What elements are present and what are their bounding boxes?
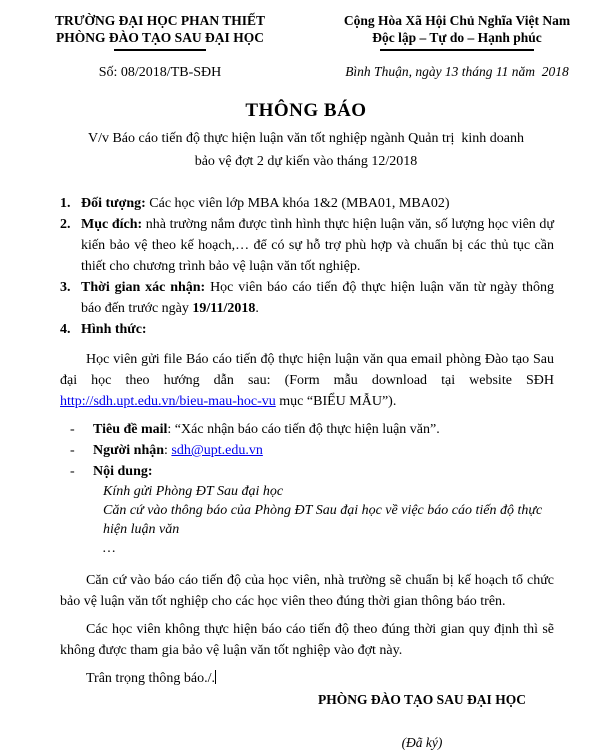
bullet-recipient: [70, 441, 554, 461]
deadline-date: 19/11/2018: [192, 301, 256, 316]
bullet-label: Người nhận: [93, 443, 165, 458]
national-motto-block: [332, 12, 582, 81]
closing-paragraph-1: Căn cứ vào báo cáo tiến độ của học viên, nhà trường sẽ chuẩn bị kế hoạch tổ chức bảo vệ luận văn tốt nghiệp cho các học viên theo đúng thời gian thông báo trên.: [60, 573, 554, 609]
item-label: Hình thức:: [81, 322, 147, 337]
closing-paragraph-2: Các học viên không thực hiện báo cáo tiến độ theo đúng thời gian quy định thì sẽ không được tham gia bảo vệ luận văn tốt nghiệp vào đợt này.: [60, 622, 554, 658]
document-number: Số: 08/2018/TB-SĐH: [98, 65, 222, 80]
department-name: PHÒNG ĐÀO TẠO SAU ĐẠI HỌC: [56, 30, 264, 45]
bullet-value: : “Xác nhận báo cáo tiến độ thực hiện luận văn”.: [167, 422, 440, 437]
org-underline: [114, 49, 206, 51]
country-name: Cộng Hòa Xã Hội Chủ Nghĩa Việt Nam: [343, 13, 571, 28]
numbered-list: [60, 193, 554, 340]
list-item-thoi-gian: [60, 277, 554, 319]
template-ellipsis: …: [103, 541, 116, 556]
signature-block: [282, 692, 562, 751]
forms-website-link[interactable]: http://sdh.upt.edu.vn/bieu-mau-hoc-vu: [60, 394, 276, 409]
bullet-text: [93, 420, 554, 440]
place-and-date: Bình Thuận, ngày 13 tháng 11 năm 2018: [345, 64, 569, 79]
document-body: [0, 193, 612, 689]
list-item-muc-dich: [60, 214, 554, 277]
closing-salutation: [60, 668, 554, 689]
motto-underline: [380, 49, 534, 51]
item-text: [81, 277, 554, 319]
item-text: [81, 319, 554, 340]
item-number: 4.: [60, 322, 71, 337]
item-value: Học viên báo cáo tiến độ thực hiện luận văn từ ngày thông báo đến trước ngày: [81, 280, 554, 316]
bullet-text: [93, 462, 554, 482]
page-title: THÔNG BÁO: [245, 100, 367, 121]
bullet-label: Nội dung:: [93, 464, 153, 479]
item-label: Thời gian xác nhận:: [81, 280, 206, 295]
signed-annotation: (Đã ký): [401, 735, 443, 750]
salutation-text: Trân trọng thông báo./.: [86, 671, 215, 686]
list-item-doi-tuong: [60, 193, 554, 214]
bullet-content: [70, 462, 554, 482]
item-value: Các học viên lớp MBA khóa 1&2 (MBA01, MBA02): [145, 196, 450, 211]
item-value: nhà trường nắm được tình hình thực hiện luận văn, số lượng học viên dự kiến bảo vệ theo kế hoạch,… để có sự hỗ trợ phù hợp và chuẩn bị các thủ tục cần thiết cho chương trình bảo vệ luận văn tốt nghiệp.: [81, 217, 554, 274]
university-name: TRƯỜNG ĐẠI HỌC PHAN THIẾT: [54, 13, 266, 28]
item-number: 3.: [60, 280, 71, 295]
dash-bullet: -: [70, 422, 75, 437]
bullet-value: :: [164, 443, 172, 458]
issuing-org-block: [36, 12, 284, 81]
text-cursor: [215, 670, 216, 684]
national-motto: Độc lập – Tự do – Hạnh phúc: [372, 30, 542, 45]
email-instructions-list: [70, 420, 554, 558]
instruction-text-before: Học viên gửi file Báo cáo tiến độ thực hiện luận văn qua email phòng Đào tạo Sau đại học theo hướng dẫn sau: (Form mẫu download tại website SĐH: [60, 352, 554, 388]
document-header: [0, 0, 612, 81]
item-text: [81, 214, 554, 277]
item-number: 1.: [60, 196, 71, 211]
dash-bullet: -: [70, 464, 75, 479]
item-label: Mục đích:: [81, 217, 143, 232]
item-number: 2.: [60, 217, 71, 232]
bullet-text: [93, 441, 554, 461]
bullet-label: Tiêu đề mail: [93, 422, 168, 437]
signing-department: PHÒNG ĐÀO TẠO SAU ĐẠI HỌC: [318, 692, 526, 707]
email-body-template: [103, 482, 554, 558]
instruction-paragraph: [60, 349, 554, 412]
subtitle-line-2: bảo vệ đợt 2 dự kiến vào tháng 12/2018: [194, 154, 418, 169]
list-item-hinh-thuc: [60, 319, 554, 340]
recipient-email-link[interactable]: sdh@upt.edu.vn: [171, 443, 263, 458]
item-value-after: .: [255, 301, 259, 316]
template-reference: Căn cứ vào thông báo của Phòng ĐT Sau đại học về việc báo cáo tiến độ thực hiện luận văn: [103, 503, 543, 537]
item-label: Đối tượng:: [81, 196, 146, 211]
dash-bullet: -: [70, 443, 75, 458]
bullet-mail-subject: [70, 420, 554, 440]
template-greeting: Kính gửi Phòng ĐT Sau đại học: [103, 484, 284, 499]
item-text: [81, 193, 554, 214]
subtitle: [0, 127, 612, 173]
subtitle-line-1: V/v Báo cáo tiến độ thực hiện luận văn tốt nghiệp ngành Quản trị kinh doanh: [87, 131, 525, 146]
instruction-text-after: mục “BIỂU MẪU”).: [275, 394, 397, 409]
